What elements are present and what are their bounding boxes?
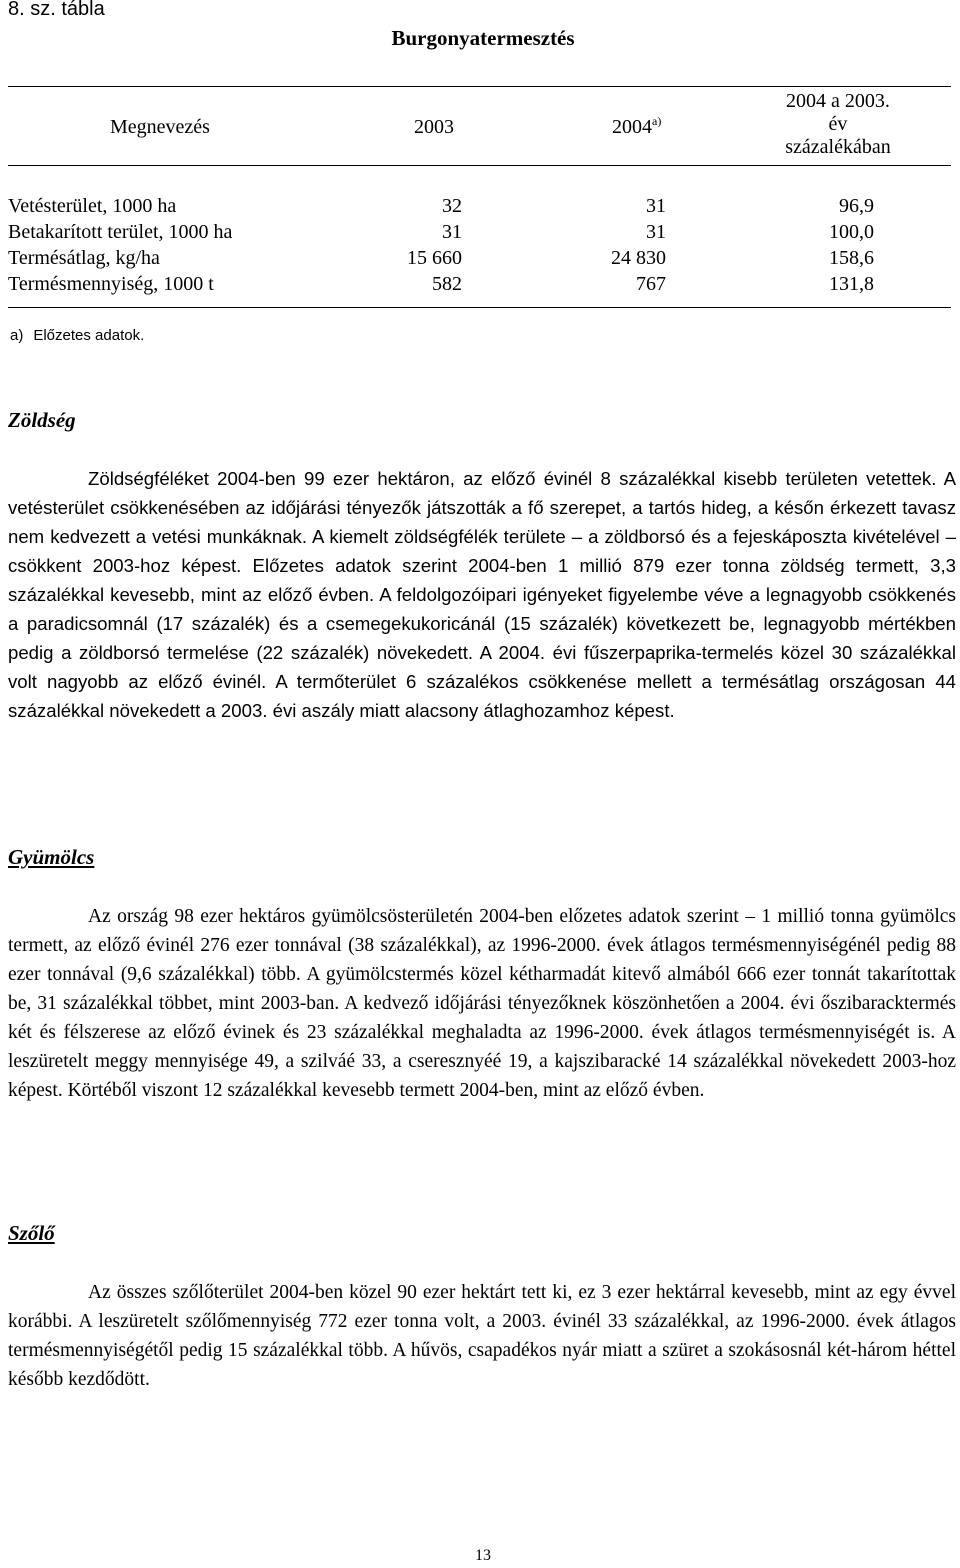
row-percent: 158,6 <box>829 247 874 269</box>
table-bottom-rule <box>8 307 951 308</box>
row-value-2004: 24 830 <box>611 247 666 269</box>
table-row <box>8 195 958 221</box>
table-top-rule <box>8 86 951 87</box>
table-row <box>8 221 958 247</box>
section-title-vegetables: Zöldség <box>8 408 76 432</box>
header-2004: 2004$^{a)}$ <box>612 114 662 138</box>
row-value-2003: 31 <box>442 221 462 243</box>
section-title-fruit: Gyümölcs <box>8 845 95 869</box>
row-label: Termésmennyiség, 1000 t <box>8 273 214 295</box>
table-label: 8. sz. tábla <box>8 0 105 20</box>
row-value-2003: 32 <box>442 195 462 217</box>
section-text-vegetables: Zöldségféléket 2004-ben 99 ezer hektáron, az előző évinél 8 százalékkal kisebb területen vetettek. A vetésterület csökkenésében az időjárási tényezők játszották a fő szerepet, a tartós hideg, a későn érkezett tavasz nem kedvezett a vetési munkáknak. A kiemelt zöldségfélék területe – a zöldborsó és a fejeskáposzta kivételével – csökkent 2003-hoz képest. Előzetes adatok szerint 2004-ben 1 millió 879 ezer tonna zöldség termett, 3,3 százalékkal kevesebb, mint az előző évben. A feldolgozóipari igényeket figyelembe véve a legnagyobb csökkenés a paradicsomnál (17 százalék) és a csemegekukoricánál (15 százalék) következett be, legnagyobb mértékben pedig a zöldborsó termelése (22 százalék) növekedett. A 2004. évi fűszerpaprika-termelés közel 30 százalékkal volt nagyobb az előző évinél. A termőterület 6 százalékos csökkenése mellett a termésátlag országosan 44 százalékkal növekedett a 2003. évi aszály miatt alacsony átlaghozamhoz képest. <box>8 468 956 721</box>
row-value-2004: 31 <box>646 195 666 217</box>
header-percent: 2004 a 2003. év százalékában <box>785 90 891 158</box>
row-label: Termésátlag, kg/ha <box>8 247 160 269</box>
header-name: Megnevezés <box>110 116 210 138</box>
row-label: Vetésterület, 1000 ha <box>8 195 177 217</box>
row-percent: 131,8 <box>829 273 874 295</box>
row-label: Betakarított terület, 1000 ha <box>8 221 233 243</box>
page-number: 13 <box>475 1547 491 1564</box>
header-2003: 2003 <box>414 116 454 138</box>
footnote-text: Előzetes adatok. <box>33 327 145 344</box>
table-row <box>8 273 958 299</box>
section-text-grape: Az összes szőlőterület 2004-ben közel 90 ezer hektárt tett ki, ez 3 ezer hektárral kevesebb, mint az egy évvel korábbi. A leszüretelt szőlőmennyiség 772 ezer tonna volt, a 2003. évinél 33 százalékkal, az 1996-2000. évek átlagos termésmennyiségétől pedig 15 százalékkal több. A hűvös, csapadékos nyár miatt a szüret a szokásosnál két-három héttel később kezdődött. <box>8 1282 956 1390</box>
row-value-2004: 767 <box>636 273 666 295</box>
table-title: Burgonyatermesztés <box>391 26 575 50</box>
row-value-2004: 31 <box>646 221 666 243</box>
section-title-grape: Szőlő <box>8 1221 55 1245</box>
table-footnote <box>10 327 144 344</box>
row-percent: 100,0 <box>829 221 874 243</box>
row-percent: 96,9 <box>839 195 874 217</box>
row-value-2003: 582 <box>432 273 462 295</box>
table-header-rule <box>8 165 951 166</box>
footnote-mark: a) <box>10 327 24 344</box>
section-text-fruit: Az ország 98 ezer hektáros gyümölcsösterületén 2004-ben előzetes adatok szerint – 1 millió tonna gyümölcs termett, az előző évinél 276 ezer tonnával (38 százalékkal), az 1996-2000. évek átlagos termésmennyiségénél pedig 88 ezer tonnával (9,6 százalékkal) több. A gyümölcstermés közel kétharmadát kitevő almából 666 ezer tonnát takarítottak be, 31 százalékkal többet, mint 2003-ban. A kedvező időjárási tényezőknek köszönhetően a 2004. évi őszibaracktermés két és félszerese az előző évinek és 23 százalékkal meghaladta az 1996-2000. évek átlagos termésmennyiségét is. A leszüretelt meggy mennyisége 49, a szilváé 33, a cseresznyéé 19, a kajszibaracké 14 százalékkal növekedett 2003-hoz képest. Körtéből viszont 12 százalékkal kevesebb termett 2004-ben, mint az előző évben. <box>8 906 956 1101</box>
table-row <box>8 247 958 273</box>
header-2004-footnote-mark: a) <box>652 114 662 128</box>
row-value-2003: 15 660 <box>407 247 462 269</box>
